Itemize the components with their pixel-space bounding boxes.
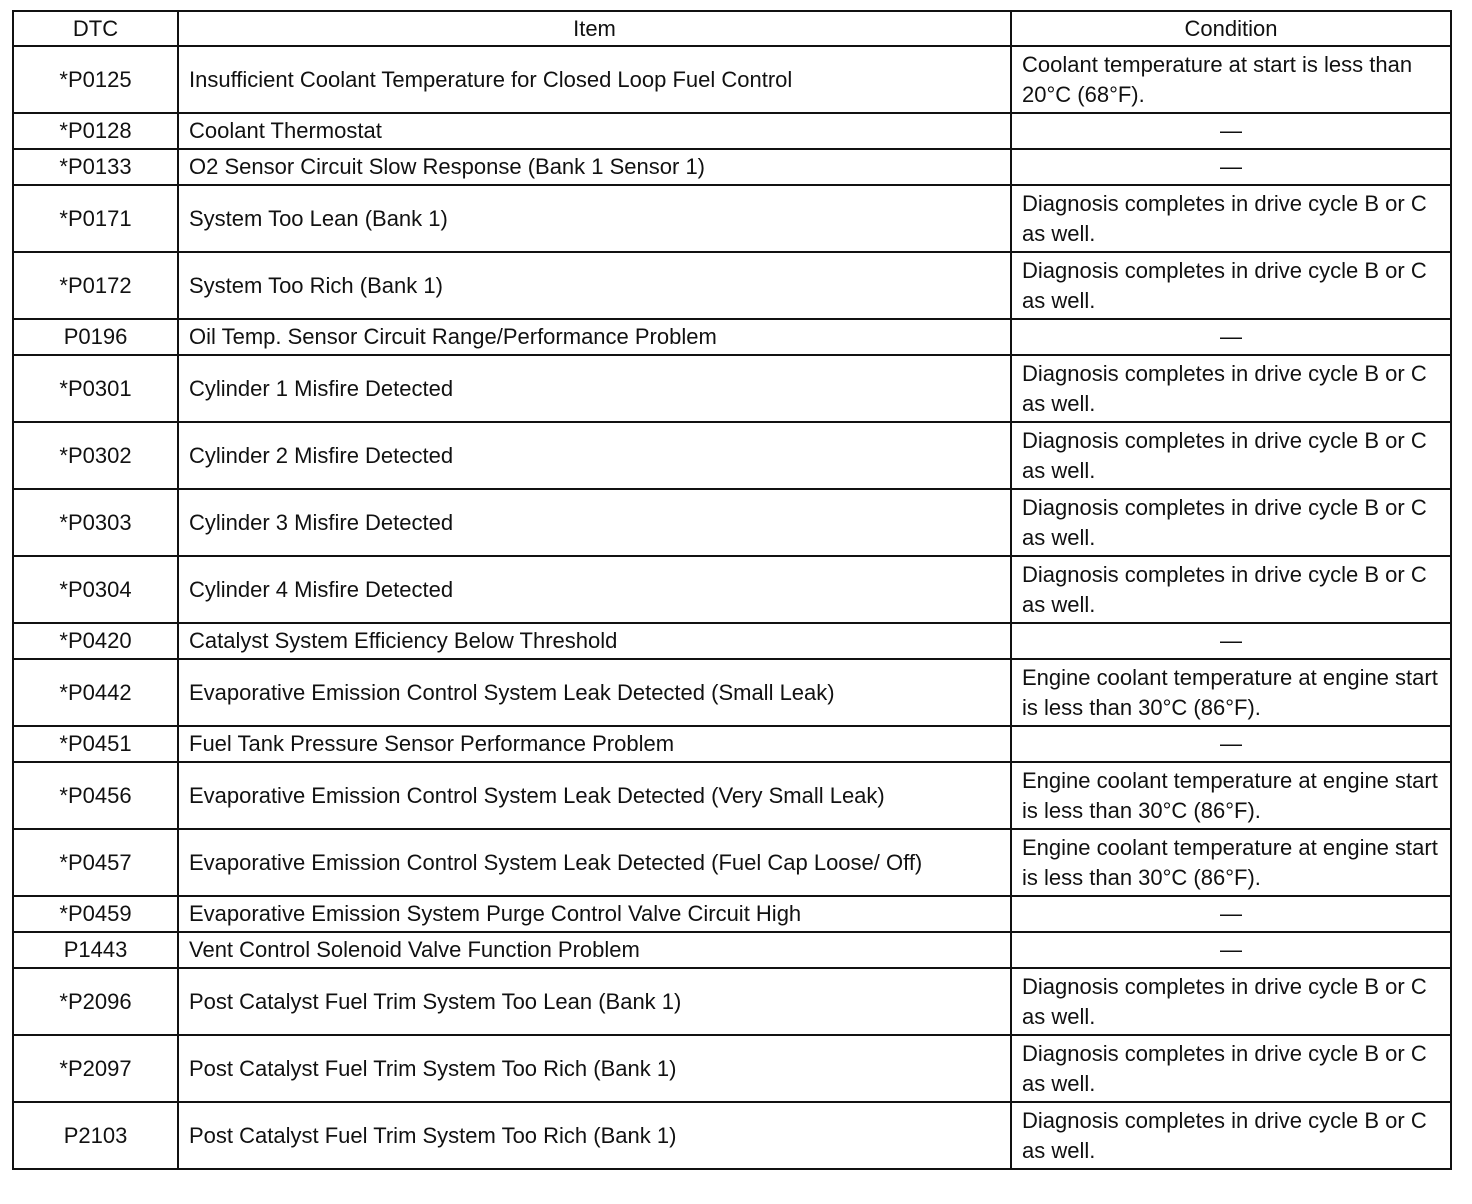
condition-cell: Diagnosis completes in drive cycle B or C as well.	[1011, 1102, 1451, 1169]
header-condition: Condition	[1011, 11, 1451, 46]
condition-cell: Diagnosis completes in drive cycle B or C as well.	[1011, 489, 1451, 556]
condition-cell: Diagnosis completes in drive cycle B or C as well.	[1011, 252, 1451, 319]
table-row	[13, 185, 1451, 252]
condition-cell: Diagnosis completes in drive cycle B or C as well.	[1011, 1035, 1451, 1102]
dtc-code-cell: *P0303	[13, 489, 178, 556]
item-description-cell: Insufficient Coolant Temperature for Closed Loop Fuel Control	[178, 46, 1011, 113]
table-row	[13, 1035, 1451, 1102]
table-row	[13, 149, 1451, 185]
item-description-cell: Evaporative Emission Control System Leak Detected (Fuel Cap Loose/ Off)	[178, 829, 1011, 896]
table-row	[13, 489, 1451, 556]
header-row	[13, 11, 1451, 46]
dtc-code-cell: *P0459	[13, 896, 178, 932]
dtc-code-cell: *P0420	[13, 623, 178, 659]
dtc-code-cell: *P0442	[13, 659, 178, 726]
table-row	[13, 659, 1451, 726]
item-description-cell: Catalyst System Efficiency Below Threshold	[178, 623, 1011, 659]
condition-cell: Diagnosis completes in drive cycle B or C as well.	[1011, 968, 1451, 1035]
dtc-code-cell: *P0457	[13, 829, 178, 896]
dtc-code-cell: P0196	[13, 319, 178, 355]
dtc-code-cell: *P0133	[13, 149, 178, 185]
table-row	[13, 932, 1451, 968]
dtc-table-container	[12, 10, 1452, 1170]
table-row	[13, 623, 1451, 659]
table-row	[13, 319, 1451, 355]
header-item: Item	[178, 11, 1011, 46]
item-description-cell: Coolant Thermostat	[178, 113, 1011, 149]
item-description-cell: System Too Lean (Bank 1)	[178, 185, 1011, 252]
condition-cell: —	[1011, 726, 1451, 762]
dtc-code-cell: *P2097	[13, 1035, 178, 1102]
condition-cell: —	[1011, 623, 1451, 659]
item-description-cell: Cylinder 1 Misfire Detected	[178, 355, 1011, 422]
item-description-cell: Post Catalyst Fuel Trim System Too Rich (Bank 1)	[178, 1035, 1011, 1102]
condition-cell: Diagnosis completes in drive cycle B or C as well.	[1011, 185, 1451, 252]
header-dtc: DTC	[13, 11, 178, 46]
table-row	[13, 896, 1451, 932]
dtc-table	[12, 10, 1452, 1170]
condition-cell: Diagnosis completes in drive cycle B or C as well.	[1011, 355, 1451, 422]
item-description-cell: Evaporative Emission System Purge Control Valve Circuit High	[178, 896, 1011, 932]
condition-cell: —	[1011, 932, 1451, 968]
item-description-cell: Fuel Tank Pressure Sensor Performance Problem	[178, 726, 1011, 762]
item-description-cell: System Too Rich (Bank 1)	[178, 252, 1011, 319]
table-row	[13, 113, 1451, 149]
item-description-cell: Evaporative Emission Control System Leak Detected (Very Small Leak)	[178, 762, 1011, 829]
item-description-cell: O2 Sensor Circuit Slow Response (Bank 1 Sensor 1)	[178, 149, 1011, 185]
condition-cell: —	[1011, 149, 1451, 185]
dtc-code-cell: *P0456	[13, 762, 178, 829]
dtc-code-cell: *P0128	[13, 113, 178, 149]
dtc-code-cell: *P0451	[13, 726, 178, 762]
item-description-cell: Post Catalyst Fuel Trim System Too Lean (Bank 1)	[178, 968, 1011, 1035]
condition-cell: Diagnosis completes in drive cycle B or C as well.	[1011, 556, 1451, 623]
table-row	[13, 355, 1451, 422]
dtc-code-cell: *P0301	[13, 355, 178, 422]
table-body	[13, 46, 1451, 1169]
dtc-code-cell: *P0172	[13, 252, 178, 319]
table-row	[13, 726, 1451, 762]
table-row	[13, 829, 1451, 896]
item-description-cell: Cylinder 2 Misfire Detected	[178, 422, 1011, 489]
table-row	[13, 968, 1451, 1035]
condition-cell: —	[1011, 896, 1451, 932]
condition-cell: Engine coolant temperature at engine start is less than 30°C (86°F).	[1011, 762, 1451, 829]
table-header	[13, 11, 1451, 46]
item-description-cell: Cylinder 4 Misfire Detected	[178, 556, 1011, 623]
table-row	[13, 252, 1451, 319]
condition-cell: Engine coolant temperature at engine start is less than 30°C (86°F).	[1011, 829, 1451, 896]
condition-cell: —	[1011, 319, 1451, 355]
table-row	[13, 422, 1451, 489]
dtc-code-cell: *P2096	[13, 968, 178, 1035]
item-description-cell: Evaporative Emission Control System Leak Detected (Small Leak)	[178, 659, 1011, 726]
condition-cell: Engine coolant temperature at engine start is less than 30°C (86°F).	[1011, 659, 1451, 726]
condition-cell: Coolant temperature at start is less than 20°C (68°F).	[1011, 46, 1451, 113]
dtc-code-cell: *P0302	[13, 422, 178, 489]
item-description-cell: Post Catalyst Fuel Trim System Too Rich (Bank 1)	[178, 1102, 1011, 1169]
table-row	[13, 762, 1451, 829]
condition-cell: —	[1011, 113, 1451, 149]
dtc-code-cell: *P0171	[13, 185, 178, 252]
dtc-code-cell: *P0125	[13, 46, 178, 113]
dtc-code-cell: P1443	[13, 932, 178, 968]
dtc-code-cell: P2103	[13, 1102, 178, 1169]
item-description-cell: Cylinder 3 Misfire Detected	[178, 489, 1011, 556]
item-description-cell: Oil Temp. Sensor Circuit Range/Performance Problem	[178, 319, 1011, 355]
table-row	[13, 46, 1451, 113]
dtc-code-cell: *P0304	[13, 556, 178, 623]
condition-cell: Diagnosis completes in drive cycle B or C as well.	[1011, 422, 1451, 489]
table-row	[13, 556, 1451, 623]
item-description-cell: Vent Control Solenoid Valve Function Problem	[178, 932, 1011, 968]
table-row	[13, 1102, 1451, 1169]
